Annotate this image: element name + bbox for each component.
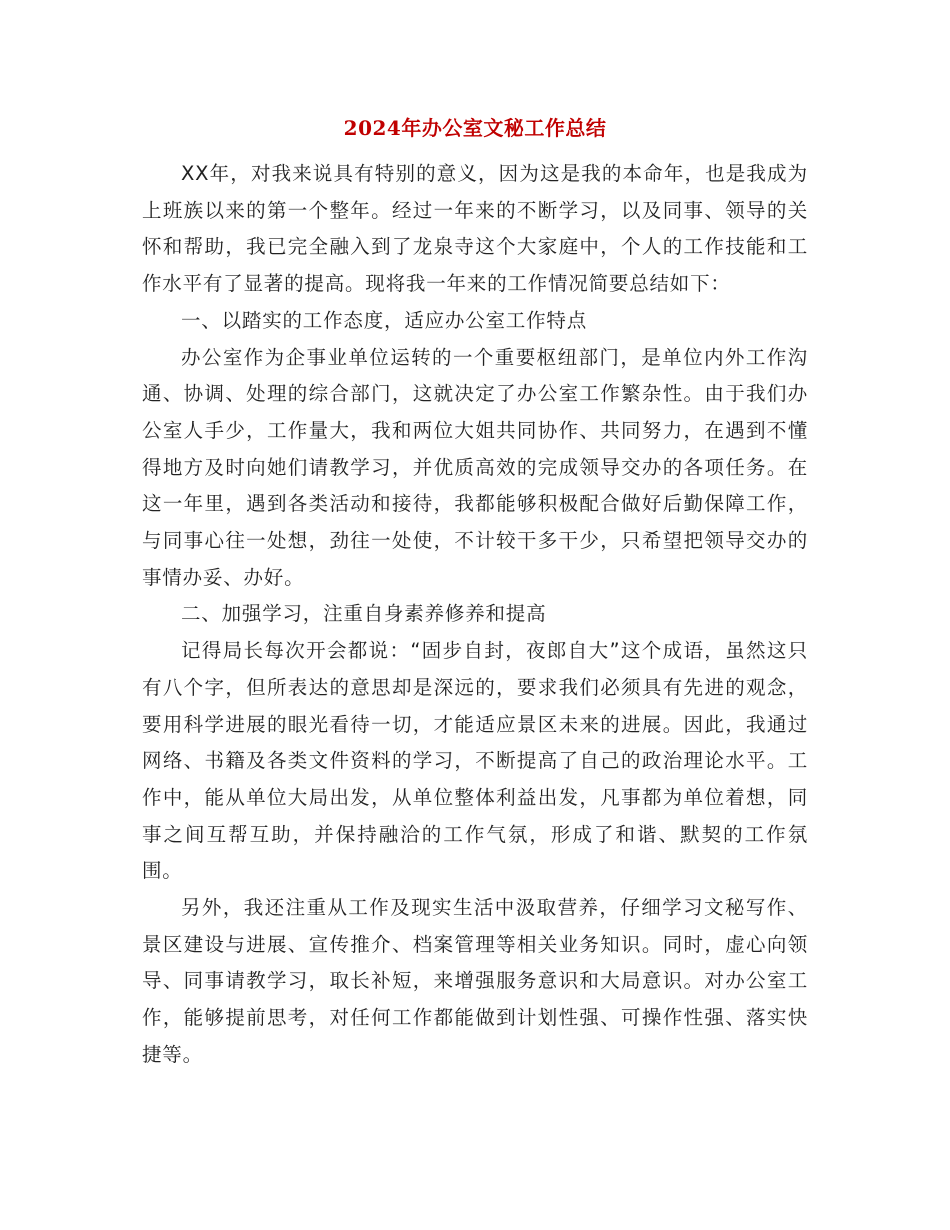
document-body	[142, 156, 808, 1074]
paragraph-section-2-continued: 另外，我还注重从工作及现实生活中汲取营养，仔细学习文秘写作、景区建设与进展、宣传推介、档案管理等相关业务知识。同时，虚心向领导、同事请教学习，取长补短，来增强服务意识和大局意识。对办公室工作，能够提前思考，对任何工作都能做到计划性强、可操作性强、落实快捷等。	[142, 896, 808, 1066]
paragraph-section-1: 办公室作为企事业单位运转的一个重要枢纽部门，是单位内外工作沟通、协调、处理的综合部门，这就决定了办公室工作繁杂性。由于我们办公室人手少，工作量大，我和两位大姐共同协作、共同努力，在遇到不懂得地方及时向她们请教学习，并优质高效的完成领导交办的各项任务。在这一年里，遇到各类活动和接待，我都能够积极配合做好后勤保障工作，与同事心往一处想，劲往一处使，不计较干多干少，只希望把领导交办的事情办妥、办好。	[142, 345, 808, 589]
section-heading-1: 一、以踏实的工作态度，适应办公室工作特点	[181, 308, 588, 332]
section-heading-2: 二、加强学习，注重自身素养修养和提高	[181, 602, 547, 626]
paragraph-section-2: 记得局长每次开会都说：“固步自封，夜郎自大”这个成语，虽然这只有八个字，但所表达的意思却是深远的，要求我们必须具有先进的观念，要用科学进展的眼光看待一切，才能适应景区未来的进展。因此，我通过网络、书籍及各类文件资料的学习，不断提高了自己的政治理论水平。工作中，能从单位大局出发，从单位整体利益出发，凡事都为单位着想，同事之间互帮互助，并保持融洽的工作气氛，形成了和谐、默契的工作氛围。	[142, 639, 808, 883]
paragraph-intro: XX年，对我来说具有特别的意义，因为这是我的本命年，也是我成为上班族以来的第一个整年。经过一年来的不断学习，以及同事、领导的关怀和帮助，我已完全融入到了龙泉寺这个大家庭中，个人的工作技能和工作水平有了显著的提高。现将我一年来的工作情况简要总结如下：	[142, 162, 808, 296]
document-title: 2024年办公室文秘工作总结	[343, 116, 607, 140]
